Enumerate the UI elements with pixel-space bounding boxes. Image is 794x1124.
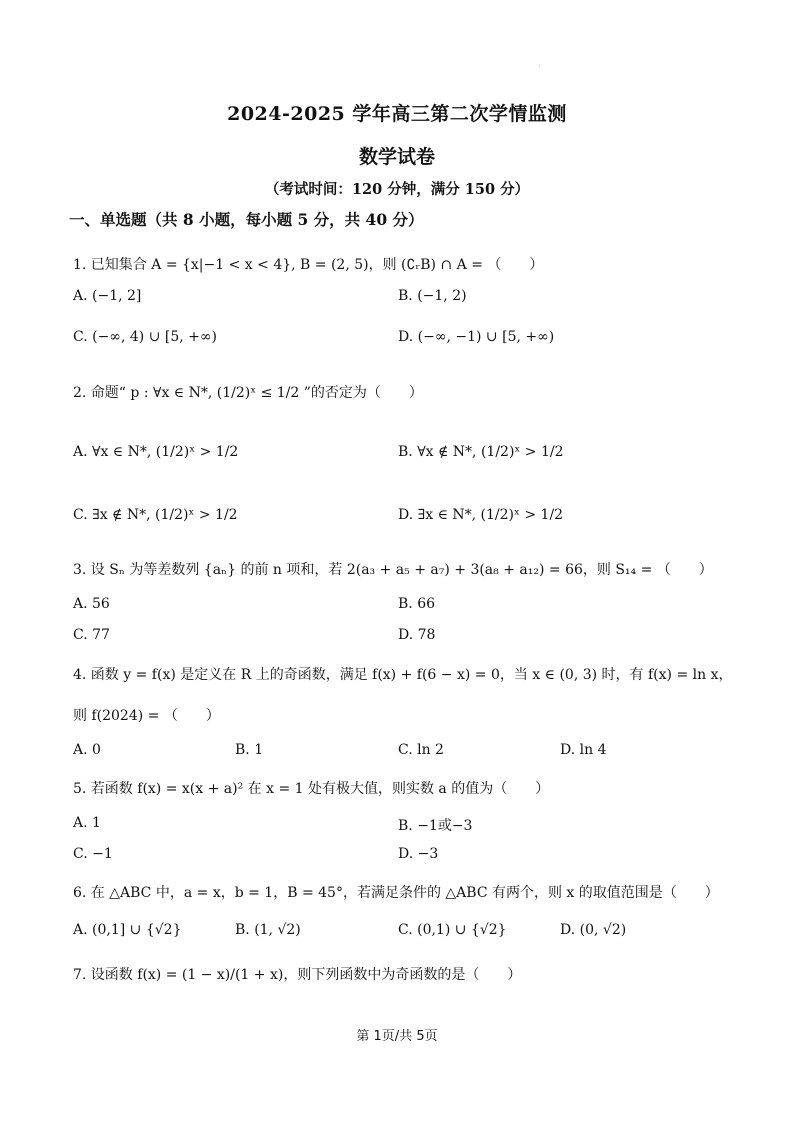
question-4-option-c: C. ln 2 bbox=[398, 742, 444, 758]
question-1-option-d: D. (−∞, −1) ∪ [5, +∞) bbox=[398, 329, 555, 345]
exam-note: （考试时间：120 分钟，满分 150 分） bbox=[264, 181, 530, 198]
question-3-option-d: D. 78 bbox=[398, 627, 436, 643]
question-5-option-c: C. −1 bbox=[73, 846, 113, 862]
question-4-stem: 4. 函数 y = f(x) 是定义在 R 上的奇函数，满足 f(x) + f(6 − x) = 0，当 x ∈ (0, 3) 时，有 f(x) = ln x， bbox=[73, 667, 733, 683]
question-6-option-c: C. (0,1) ∪ {√2} bbox=[398, 922, 507, 938]
question-4-option-b: B. 1 bbox=[235, 742, 264, 758]
question-6-option-a: A. (0,1] ∪ {√2} bbox=[73, 922, 182, 938]
question-5-option-a: A. 1 bbox=[73, 815, 101, 831]
question-1-option-a: A. (−1, 2] bbox=[73, 288, 142, 304]
question-5-stem: 5. 若函数 f(x) = x(x + a)² 在 x = 1 处有极大值，则实数 a 的值为（ ） bbox=[73, 781, 550, 797]
question-2-stem: 2. 命题“ p : ∀x ∈ N*, (1/2)ˣ ≤ 1/2 ”的否定为（ ） bbox=[73, 385, 423, 401]
question-4-option-d: D. ln 4 bbox=[560, 742, 607, 758]
question-5-option-b: B. −1或−3 bbox=[398, 818, 473, 834]
question-1-stem: 1. 已知集合 A = {x|−1 < x < 4}, B = (2, 5)，则 (∁ᵣB) ∩ A = （ ） bbox=[73, 257, 544, 273]
question-6-option-b: B. (1, √2) bbox=[235, 922, 301, 938]
question-2-option-c: C. ∃x ∉ N*, (1/2)ˣ > 1/2 bbox=[73, 507, 238, 523]
question-6-option-d: D. (0, √2) bbox=[560, 922, 627, 938]
corner-mark: · bbox=[538, 62, 541, 71]
question-2-option-d: D. ∃x ∈ N*, (1/2)ˣ > 1/2 bbox=[398, 507, 564, 523]
exam-subject: 数学试卷 bbox=[358, 146, 435, 168]
question-2-option-a: A. ∀x ∈ N*, (1/2)ˣ > 1/2 bbox=[73, 444, 239, 460]
question-7-stem: 7. 设函数 f(x) = (1 − x)/(1 + x)，则下列函数中为奇函数的是（ ） bbox=[73, 967, 522, 983]
question-4-option-a: A. 0 bbox=[73, 742, 101, 758]
question-3-stem: 3. 设 Sₙ 为等差数列 {aₙ} 的前 n 项和，若 2(a₃ + a₅ + a₇) + 3(a₈ + a₁₂) = 66，则 S₁₄ = （ ） bbox=[73, 562, 713, 578]
question-3-option-c: C. 77 bbox=[73, 627, 110, 643]
question-6-stem: 6. 在 △ABC 中，a = x，b = 1，B = 45°，若满足条件的 △ABC 有两个，则 x 的取值范围是（ ） bbox=[73, 885, 719, 901]
page-number: 第 1页/共 5页 bbox=[356, 1029, 438, 1044]
question-2-option-b: B. ∀x ∉ N*, (1/2)ˣ > 1/2 bbox=[398, 444, 564, 460]
question-3-option-b: B. 66 bbox=[398, 596, 436, 612]
question-4-stem-continued: 则 f(2024) = （ ） bbox=[73, 708, 220, 724]
exam-title: 2024-2025 学年高三第二次学情监测 bbox=[227, 103, 567, 125]
question-1-option-b: B. (−1, 2) bbox=[398, 288, 467, 304]
question-3-option-a: A. 56 bbox=[73, 596, 110, 612]
section-heading: 一、单选题（共 8 小题，每小题 5 分，共 40 分） bbox=[69, 210, 424, 229]
question-5-option-d: D. −3 bbox=[398, 846, 439, 862]
question-1-option-c: C. (−∞, 4) ∪ [5, +∞) bbox=[73, 329, 217, 345]
